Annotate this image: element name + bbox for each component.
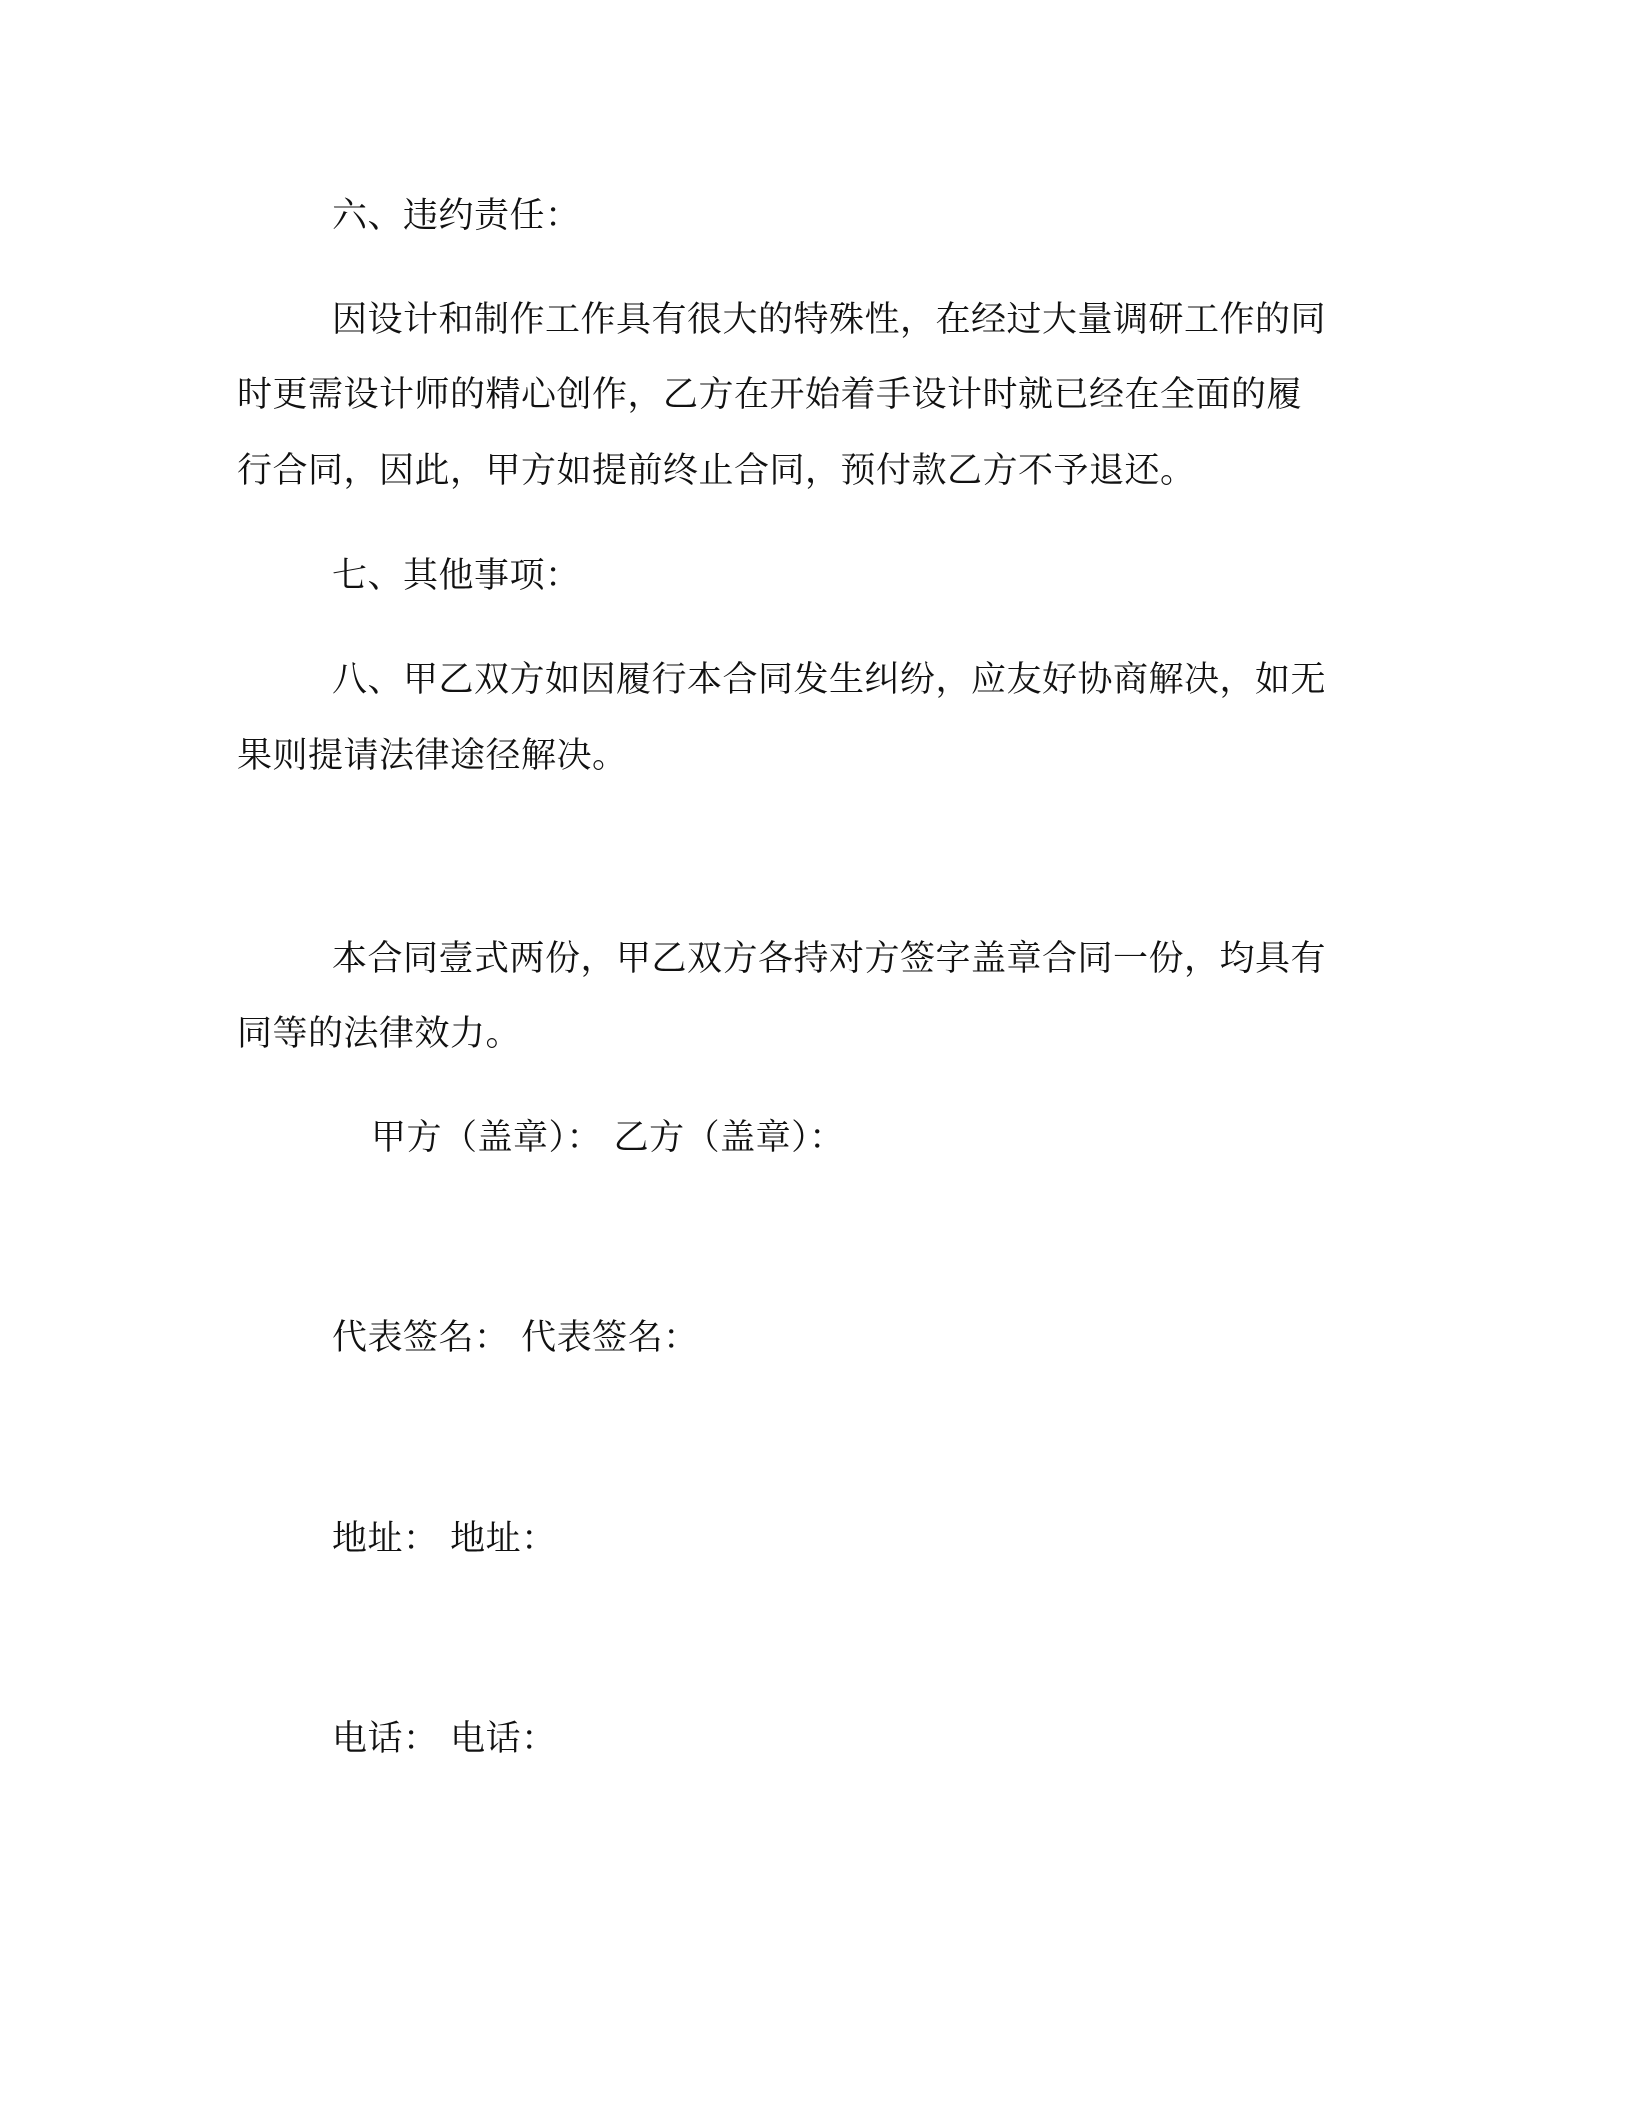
representative-signature-line: 代表签名： 代表签名：: [332, 1318, 699, 1358]
phone-line: 电话： 电话：: [332, 1719, 557, 1759]
copies-line-1: 本合同壹式两份，甲乙双方各持对方签字盖章合同一份，均具有: [332, 939, 1327, 979]
copies-line-2: 同等的法律效力。: [237, 1014, 522, 1054]
clause-6-heading: 六、违约责任：: [332, 196, 581, 236]
clause-6-line-2: 时更需设计师的精心创作，乙方在开始着手设计时就已经在全面的履: [237, 375, 1303, 415]
clause-7-heading: 七、其他事项：: [332, 556, 581, 596]
address-line: 地址： 地址：: [332, 1519, 557, 1559]
clause-8-line-1: 八、甲乙双方如因履行本合同发生纠纷，应友好协商解决，如无: [332, 660, 1327, 700]
clause-8-line-2: 果则提请法律途径解决。: [237, 736, 628, 776]
clause-6-line-3: 行合同，因此，甲方如提前终止合同，预付款乙方不予退还。: [237, 451, 1196, 491]
clause-6-line-1: 因设计和制作工作具有很大的特殊性，在经过大量调研工作的同: [332, 300, 1327, 340]
seal-line: 甲方（盖章）： 乙方（盖章）：: [371, 1118, 845, 1158]
